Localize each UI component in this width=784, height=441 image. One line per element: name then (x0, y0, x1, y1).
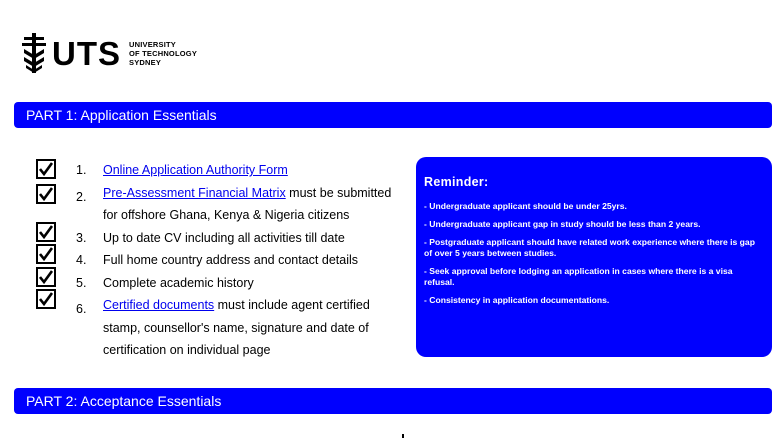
part1-header (14, 102, 772, 128)
stray-mark (402, 434, 404, 438)
item-text: certification on individual page (103, 343, 271, 357)
checkbox-checked-icon (36, 267, 56, 287)
checklist-item (36, 227, 416, 250)
item-number: 6. (76, 302, 87, 316)
uts-logo (22, 30, 197, 76)
checkbox-checked-icon (36, 289, 56, 309)
uts-crest-icon (22, 33, 46, 73)
item-text: stamp, counsellor's name, signature and date of (103, 320, 369, 335)
part2-header (14, 388, 772, 414)
item-text: Complete academic history (103, 275, 254, 290)
item-number: 2. (76, 189, 87, 204)
logo-subtitle (129, 40, 197, 67)
checkbox-checked-icon (36, 244, 56, 264)
reminder-item: - Consistency in application documentations. (424, 295, 610, 305)
online-application-form-link[interactable]: Online Application Authority Form (103, 163, 288, 177)
logo-subtitle-line: UNIVERSITY (129, 39, 177, 49)
checklist-item (36, 249, 416, 272)
item-text: Up to date CV including all activities till date (103, 230, 345, 245)
financial-matrix-link[interactable]: Pre-Assessment Financial Matrix (103, 185, 286, 200)
part1-title: PART 1: Application Essentials (26, 107, 217, 123)
reminder-item: - Postgraduate applicant should have related work experience where there is gap of over 5 years between studies. (424, 237, 755, 258)
item-number: 1. (76, 163, 87, 177)
checklist-item (36, 182, 416, 227)
checklist-item (36, 272, 416, 295)
reminder-title: Reminder: (424, 175, 489, 189)
part2-title: PART 2: Acceptance Essentials (26, 393, 222, 409)
checklist (36, 159, 416, 362)
reminder-box (416, 157, 772, 357)
item-number: 4. (76, 253, 87, 267)
checklist-item (36, 294, 416, 362)
reminder-item: - Undergraduate applicant gap in study should be less than 2 years. (424, 219, 701, 229)
reminder-item: - Undergraduate applicant should be under 25yrs. (424, 201, 627, 211)
checkbox-checked-icon (36, 222, 56, 242)
certified-documents-link[interactable]: Certified documents (103, 298, 215, 312)
logo-subtitle-line: OF TECHNOLOGY (129, 48, 198, 58)
item-number: 5. (76, 275, 87, 290)
logo-subtitle-line: SYDNEY (129, 57, 162, 67)
reminder-item: - Seek approval before lodging an application in cases where there is a visa refusal. (424, 266, 733, 287)
item-text: for offshore Ghana, Kenya & Nigeria citizens (103, 208, 350, 222)
checkbox-checked-icon (36, 184, 56, 204)
item-text: must be submitted (285, 185, 392, 200)
checkbox-checked-icon (36, 159, 56, 179)
item-number: 3. (76, 230, 87, 245)
logo-wordmark: UTS (52, 34, 121, 72)
item-text: Full home country address and contact details (103, 253, 358, 267)
checklist-item (36, 159, 416, 182)
item-text: must include agent certified (214, 298, 370, 312)
